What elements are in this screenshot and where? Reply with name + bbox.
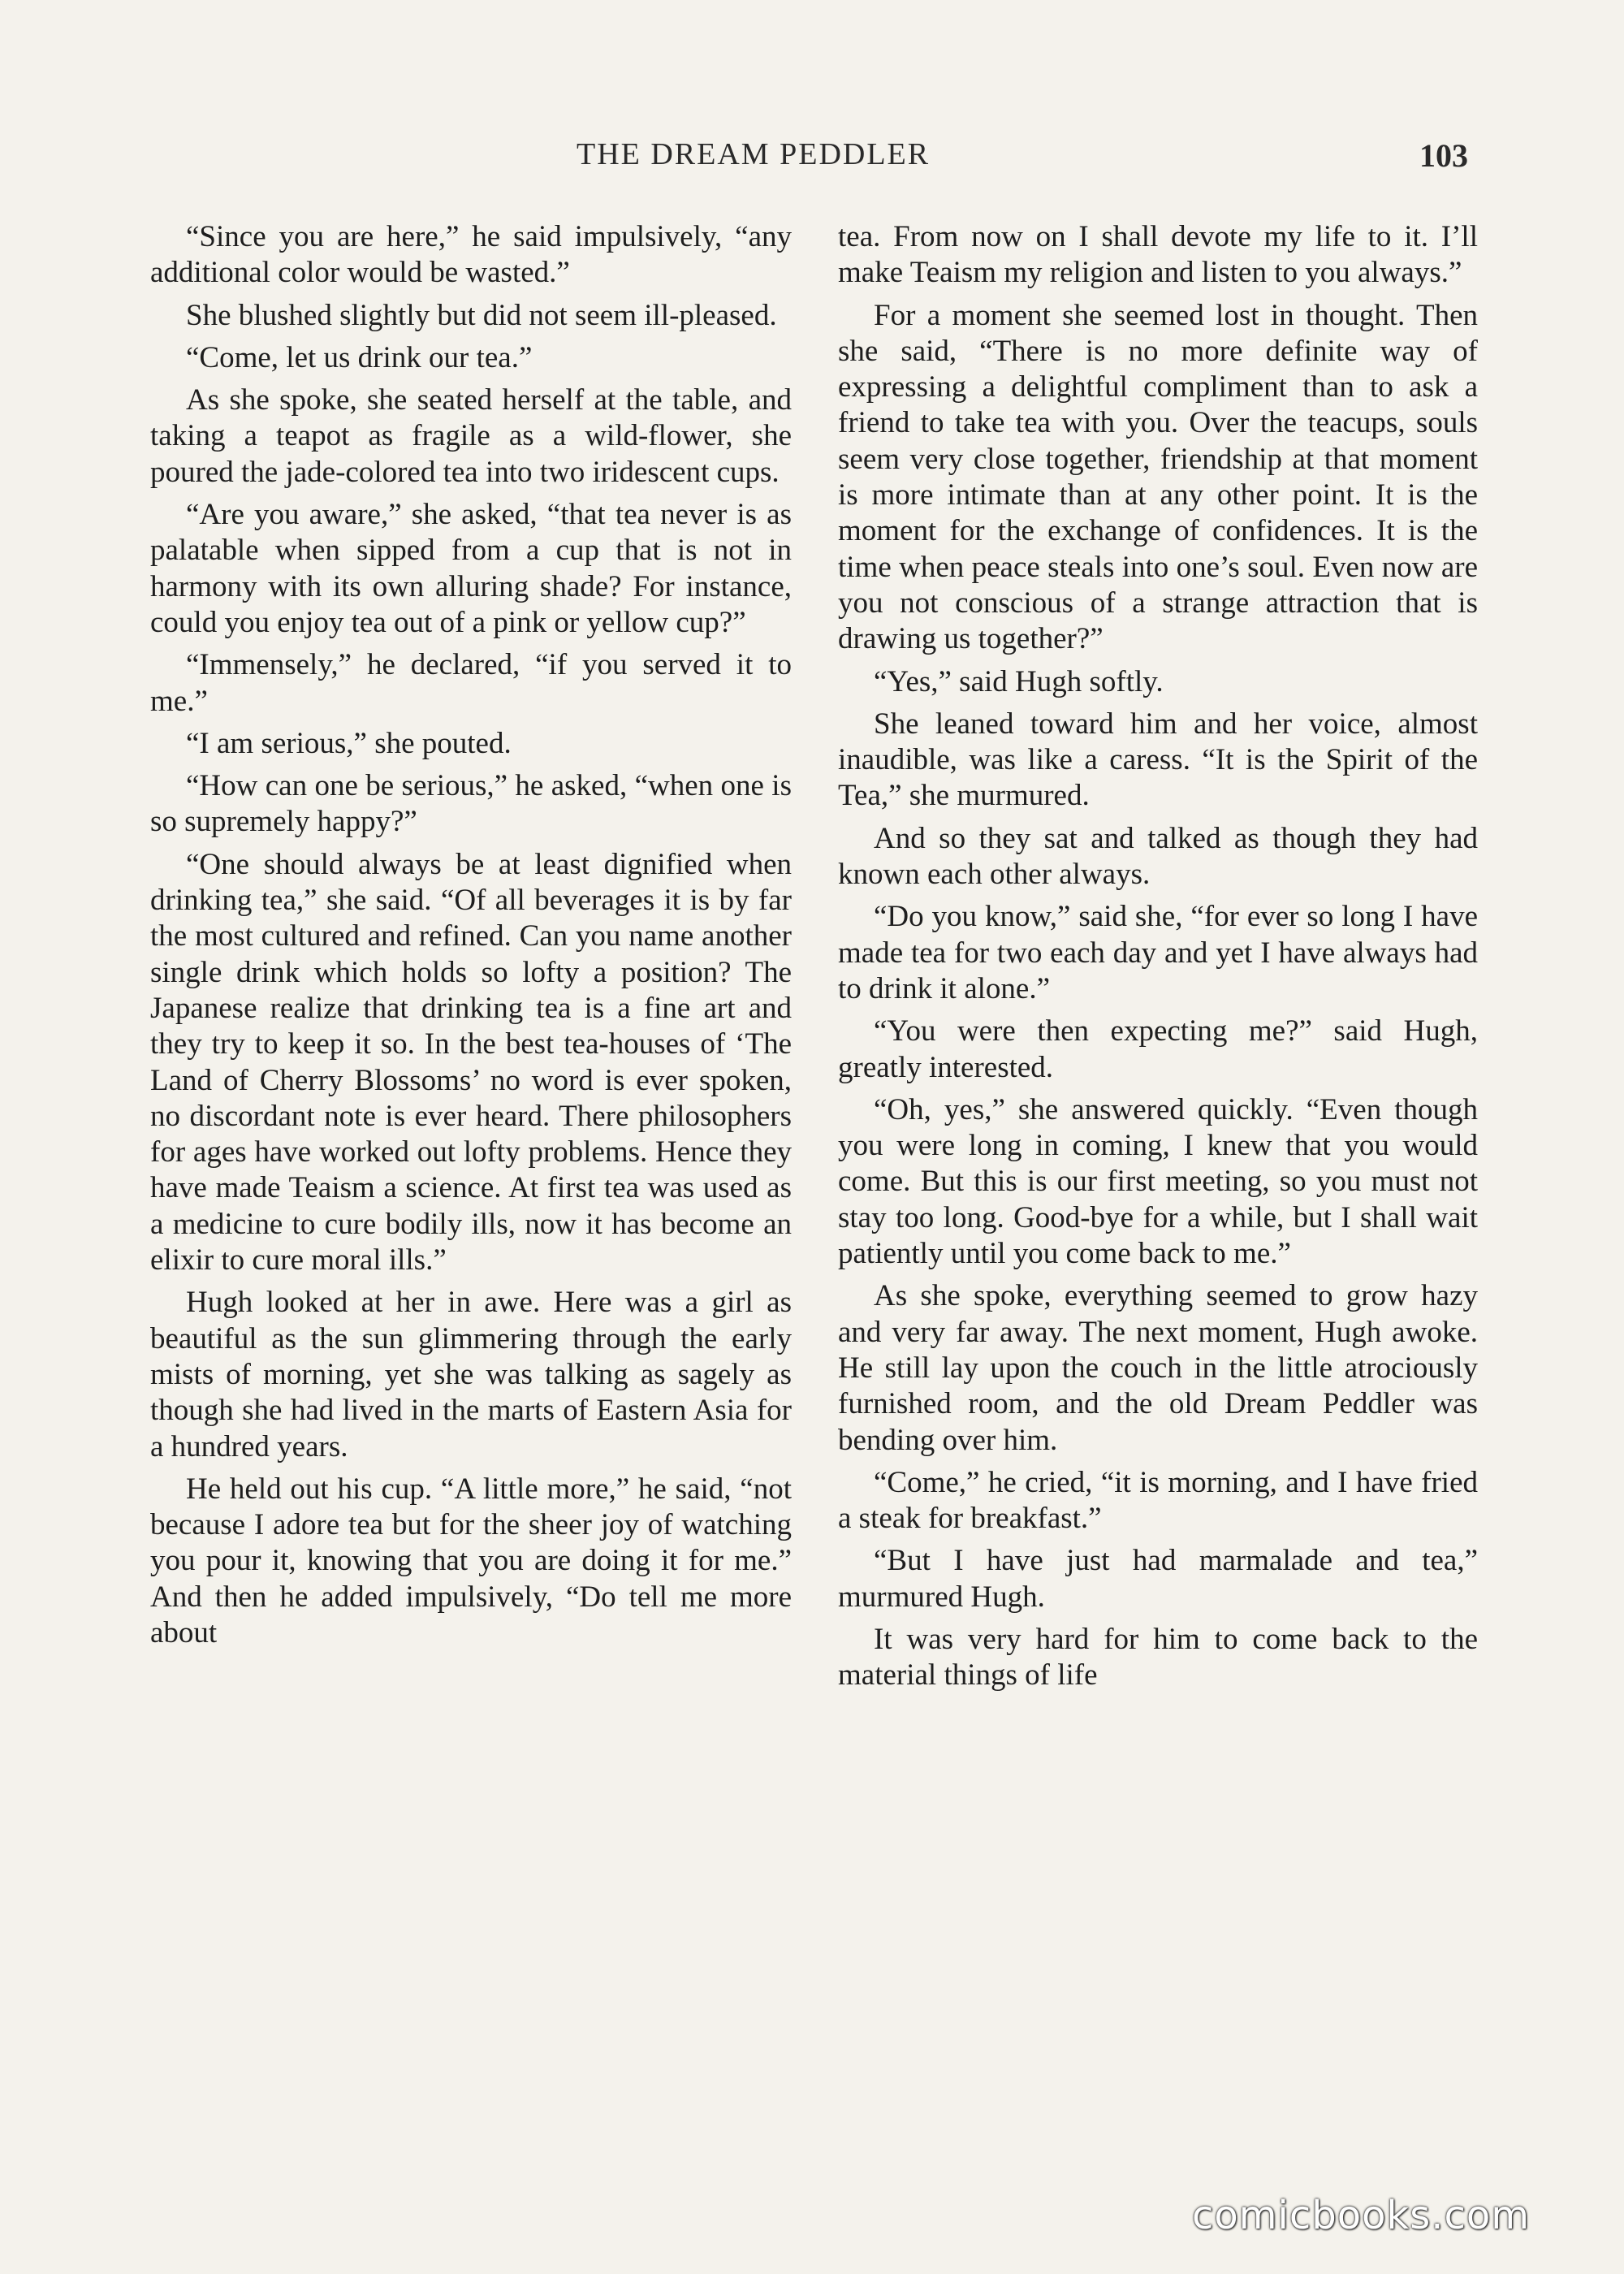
page-number: 103 [1419,137,1468,174]
paragraph: “Yes,” said Hugh softly. [874,664,1164,698]
paragraph: tea. From now on I shall devote my life to it. I’ll make Teaism my religion and listen to you always.” [838,220,1478,290]
paragraph: “Oh, yes,” she answered quickly. “Even though you were long in coming, I knew that you would come. But this is our first meeting, so you must not stay too long. Good-bye for a while, but I shall wait patiently until you come back to me.” [838,1092,1478,1271]
paragraph: “Do you know,” said she, “for ever so long I have made tea for two each day and yet I have always had to drink it alone.” [838,900,1478,1005]
paragraph: He held out his cup. “A little more,” he said, “not because I adore tea but for the sheer joy of watching you pour it, knowing that you are doing it for me.” And then he added impulsively, “Do tell me more about [150,1472,792,1649]
paragraph: She leaned toward him and her voice, almost inaudible, was like a caress. “It is the Spirit of the Tea,” she murmured. [838,707,1478,813]
page-header [0,136,1624,185]
left-text-column [150,219,792,1658]
paragraph: “You were then expecting me?” said Hugh, greatly interested. [838,1014,1478,1084]
paragraph: “How can one be serious,” he asked, “when one is so supremely happy?” [150,769,792,839]
paragraph: “Immensely,” he declared, “if you served it to me.” [150,648,792,718]
running-title: THE DREAM PEDDLER [577,137,931,171]
paragraph: “Come, let us drink our tea.” [186,340,533,374]
paragraph: “I am serious,” she pouted. [186,726,512,760]
paragraph: “Are you aware,” she asked, “that tea never is as palatable when sipped from a cup that is not in harmony with its own alluring shade? For instance, could you enjoy tea out of a pink or yellow cup?” [150,498,792,639]
paragraph: For a moment she seemed lost in thought. Then she said, “There is no more definite way of expressing a delightful compliment than to ask a friend to take tea with you. Over the teacups, souls seem very close together, friendship at that moment is more intimate than at any other point. It is the moment for the exchange of confidences. It is the time when peace steals into one’s soul. Even now are you not conscious of a strange attraction that is drawing us together?” [838,298,1478,656]
watermark: comicbooks.com [1192,2193,1531,2238]
right-text-column [838,219,1478,1701]
paragraph: Hugh looked at her in awe. Here was a girl as beautiful as the sun glimmering through the early mists of morning, yet she was talking as sagely as though she had lived in the marts of Eastern Asia for a hundred years. [150,1286,792,1463]
paragraph: “Since you are here,” he said impulsively, “any additional color would be wasted.” [150,220,792,290]
paragraph: As she spoke, she seated herself at the table, and taking a teapot as fragile as a wild-flower, she poured the jade-colored tea into two iridescent cups. [150,383,792,489]
paragraph: “One should always be at least dignified when drinking tea,” she said. “Of all beverages it is by far the most cultured and refined. Can you name another single drink which holds so lofty a position? The Japanese realize that drinking tea is a fine art and they try to keep it so. In the best tea-houses of ‘The Land of Cherry Blossoms’ no word is ever spoken, no discordant note is ever heard. There philosophers for ages have worked out lofty problems. Hence they have made Teaism a science. At first tea was used as a medicine to cure bodily ills, now it has become an elixir to cure moral ills.” [150,847,792,1278]
paragraph: And so they sat and talked as though they had known each other always. [838,821,1478,892]
paragraph: As she spoke, everything seemed to grow hazy and very far away. The next moment, Hugh awoke. He still lay upon the couch in the little atrociously furnished room, and the old Dream Peddler was bending over him. [838,1279,1478,1457]
paragraph: “Come,” he cried, “it is morning, and I have fried a steak for breakfast.” [838,1465,1478,1536]
paragraph: It was very hard for him to come back to the material things of life [838,1622,1478,1693]
paragraph: She blushed slightly but did not seem ill-pleased. [186,298,777,332]
paragraph: “But I have just had marmalade and tea,” murmured Hugh. [838,1544,1478,1614]
